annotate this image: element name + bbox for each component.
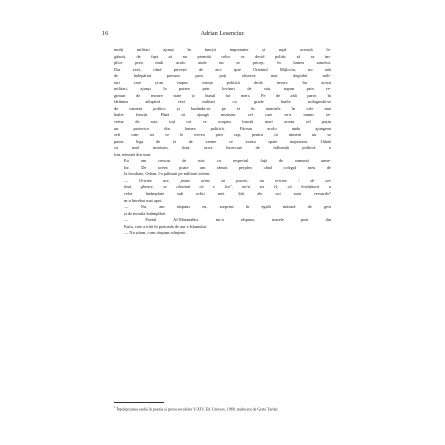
text-line: — Oricine are, poate arme să poarte; nu oricine / de are — [124, 177, 331, 183]
text-line: — Nu, am răspuns eu, surprins în egală măsură de gest — [124, 204, 331, 210]
text-line: m-a întrebat mai apoi. — [124, 197, 163, 203]
text-line: putea lega de ei de vreme ce aveau spate important. Odată — [114, 138, 331, 144]
body-text — [114, 47, 331, 237]
footnote — [114, 405, 331, 412]
footnote-marker: 1 — [114, 405, 116, 409]
text-line: un protector din lumea politică. Făceau acolo unde ajungeau — [114, 125, 331, 131]
text-line: Dar vezi, când privești de aici spre Orientul Mijlociu, nu atât — [114, 66, 331, 72]
running-head: Adrian Lesenciuc — [200, 30, 245, 37]
text-line: gimuri de teroare state și bunul lor mers. Pe de altă parte, în — [114, 92, 331, 98]
text-line: plice prea mult acolo unde nu se pricep, în lumea armelor. — [114, 60, 331, 66]
text-line: fărâmea adoptivă vezi militari cu grade înalte milogindu-se — [114, 99, 331, 105]
text-line: de oameni politici și bazându-se pe ei în numirile în cele mai — [114, 105, 331, 111]
text-line: înalte funcții. Până să ajungă ministru cel care m-a numit se- — [114, 112, 331, 118]
paragraph — [114, 47, 331, 158]
footnote-rule — [114, 402, 164, 403]
text-line: militari, ajunși la putere prin lovituri de stat, supun prin re- — [114, 86, 331, 92]
paragraph — [114, 217, 331, 230]
text-line: — Nu știam, i-am răspuns stânjenit. — [124, 230, 187, 236]
text-line: Eu am crescut de mic cu respectul față de oamenii arme- — [124, 158, 331, 164]
text-line: mulți militari ajunși în funcții importante și rupă această le- — [114, 47, 331, 52]
text-line: celor întâmplate sub ochii mei. Știi ale cui sunt versurile? — [124, 191, 331, 197]
text-line: de îndepărtat precum pare, poți observa mai degrabă mili- — [114, 73, 331, 79]
text-line: la facultate, Orhan, l-a pălmuit pe militarii sirieni. — [124, 171, 211, 177]
text-line: însă gheare, se cheamă că e leu", mi-a zis el, că învățătură a — [124, 184, 331, 190]
paragraph — [114, 158, 331, 178]
text-line: gătură, de fapt să nu permită celor ce decid politic să se im- — [114, 53, 331, 59]
text-line: Kufa, care a trăit în perioada de aur a Islamului. — [124, 223, 208, 229]
paragraph — [114, 230, 331, 237]
page-header — [102, 30, 343, 42]
text-line: lor. De aceea poate am rămas perplex când colegul meu de — [124, 164, 331, 170]
text-line: și de morala întâmplării. — [124, 210, 167, 216]
footnote-text: Înțelepciunea arabă în poezia și proza secolelor V-XIV, Ed. Univers, 1968, traducere de Grete Tartler. — [116, 406, 279, 412]
text-line: tari care și-au impus voința politică decât invers. Iar acești — [114, 79, 331, 85]
text-line: — Poetul Al-Mutanabbi, mi-a răspuns, marele poet din — [124, 217, 331, 223]
text-line: cretar de stat, toți cei ce ocupau funcții mari aveau cel puțin — [114, 119, 331, 125]
text-line: sefi cam tot ce le trecea prin cap, pentru că nimeni nu se — [114, 132, 331, 138]
text-line: cu noul ministru, însă, orice încercare de influență politică a — [114, 145, 331, 151]
paragraph — [114, 204, 331, 217]
page-number: 16 — [102, 30, 109, 37]
text-line: fost retezată din start. — [114, 151, 152, 157]
paragraph — [114, 178, 331, 204]
